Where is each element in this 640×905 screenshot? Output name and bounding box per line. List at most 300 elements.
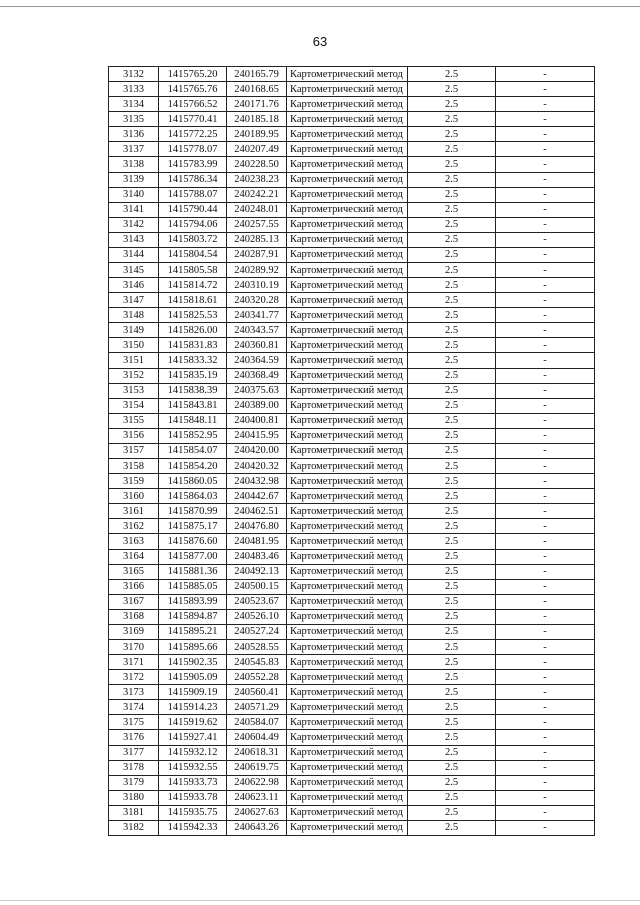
point-number-cell: 3154: [109, 398, 159, 413]
method-cell: Картометрический метод: [287, 579, 408, 594]
x-coordinate-cell: 1415765.76: [159, 82, 227, 97]
x-coordinate-cell: 1415895.21: [159, 624, 227, 639]
method-cell: Картометрический метод: [287, 353, 408, 368]
x-coordinate-cell: 1415933.73: [159, 775, 227, 790]
method-cell: Картометрический метод: [287, 398, 408, 413]
y-coordinate-cell: 240341.77: [227, 308, 287, 323]
point-number-cell: 3179: [109, 775, 159, 790]
table-row: [109, 805, 595, 820]
point-number-cell: 3170: [109, 639, 159, 654]
y-coordinate-cell: 240618.31: [227, 745, 287, 760]
table-row: [109, 564, 595, 579]
y-coordinate-cell: 240415.95: [227, 428, 287, 443]
x-coordinate-cell: 1415927.41: [159, 730, 227, 745]
table-row: [109, 443, 595, 458]
coordinates-table-body: [109, 67, 595, 836]
description-cell: -: [496, 413, 595, 428]
description-cell: -: [496, 504, 595, 519]
point-number-cell: 3155: [109, 413, 159, 428]
x-coordinate-cell: 1415870.99: [159, 504, 227, 519]
description-cell: -: [496, 353, 595, 368]
x-coordinate-cell: 1415876.60: [159, 534, 227, 549]
method-cell: Картометрический метод: [287, 67, 408, 82]
point-number-cell: 3140: [109, 187, 159, 202]
page-number: 63: [312, 34, 328, 49]
method-cell: Картометрический метод: [287, 383, 408, 398]
table-row: [109, 700, 595, 715]
x-coordinate-cell: 1415825.53: [159, 308, 227, 323]
method-cell: Картометрический метод: [287, 217, 408, 232]
accuracy-cell: 2.5: [408, 670, 496, 685]
description-cell: -: [496, 67, 595, 82]
accuracy-cell: 2.5: [408, 353, 496, 368]
point-number-cell: 3174: [109, 700, 159, 715]
accuracy-cell: 2.5: [408, 549, 496, 564]
description-cell: -: [496, 564, 595, 579]
table-row: [109, 172, 595, 187]
y-coordinate-cell: 240360.81: [227, 338, 287, 353]
y-coordinate-cell: 240552.28: [227, 670, 287, 685]
point-number-cell: 3134: [109, 97, 159, 112]
table-row: [109, 112, 595, 127]
method-cell: Картометрический метод: [287, 97, 408, 112]
point-number-cell: 3135: [109, 112, 159, 127]
x-coordinate-cell: 1415893.99: [159, 594, 227, 609]
y-coordinate-cell: 240420.00: [227, 443, 287, 458]
x-coordinate-cell: 1415794.06: [159, 217, 227, 232]
method-cell: Картометрический метод: [287, 142, 408, 157]
point-number-cell: 3160: [109, 489, 159, 504]
point-number-cell: 3182: [109, 820, 159, 835]
point-number-cell: 3162: [109, 519, 159, 534]
x-coordinate-cell: 1415778.07: [159, 142, 227, 157]
x-coordinate-cell: 1415788.07: [159, 187, 227, 202]
table-row: [109, 549, 595, 564]
accuracy-cell: 2.5: [408, 112, 496, 127]
table-row: [109, 775, 595, 790]
y-coordinate-cell: 240523.67: [227, 594, 287, 609]
y-coordinate-cell: 240289.92: [227, 263, 287, 278]
method-cell: Картометрический метод: [287, 534, 408, 549]
point-number-cell: 3164: [109, 549, 159, 564]
description-cell: -: [496, 805, 595, 820]
description-cell: -: [496, 639, 595, 654]
description-cell: -: [496, 655, 595, 670]
method-cell: Картометрический метод: [287, 639, 408, 654]
table-row: [109, 202, 595, 217]
description-cell: -: [496, 383, 595, 398]
method-cell: Картометрический метод: [287, 564, 408, 579]
method-cell: Картометрический метод: [287, 127, 408, 142]
y-coordinate-cell: 240168.65: [227, 82, 287, 97]
method-cell: Картометрический метод: [287, 232, 408, 247]
description-cell: -: [496, 715, 595, 730]
method-cell: Картометрический метод: [287, 489, 408, 504]
accuracy-cell: 2.5: [408, 715, 496, 730]
point-number-cell: 3152: [109, 368, 159, 383]
description-cell: -: [496, 157, 595, 172]
method-cell: Картометрический метод: [287, 172, 408, 187]
method-cell: Картометрический метод: [287, 474, 408, 489]
y-coordinate-cell: 240643.26: [227, 820, 287, 835]
x-coordinate-cell: 1415875.17: [159, 519, 227, 534]
y-coordinate-cell: 240462.51: [227, 504, 287, 519]
accuracy-cell: 2.5: [408, 202, 496, 217]
accuracy-cell: 2.5: [408, 459, 496, 474]
point-number-cell: 3165: [109, 564, 159, 579]
point-number-cell: 3180: [109, 790, 159, 805]
accuracy-cell: 2.5: [408, 247, 496, 262]
x-coordinate-cell: 1415854.20: [159, 459, 227, 474]
x-coordinate-cell: 1415831.83: [159, 338, 227, 353]
description-cell: -: [496, 730, 595, 745]
y-coordinate-cell: 240400.81: [227, 413, 287, 428]
y-coordinate-cell: 240257.55: [227, 217, 287, 232]
accuracy-cell: 2.5: [408, 232, 496, 247]
method-cell: Картометрический метод: [287, 504, 408, 519]
accuracy-cell: 2.5: [408, 323, 496, 338]
accuracy-cell: 2.5: [408, 127, 496, 142]
y-coordinate-cell: 240492.13: [227, 564, 287, 579]
x-coordinate-cell: 1415843.81: [159, 398, 227, 413]
x-coordinate-cell: 1415786.34: [159, 172, 227, 187]
table-row: [109, 263, 595, 278]
bottom-rule: [0, 900, 640, 901]
table-row: [109, 534, 595, 549]
description-cell: -: [496, 459, 595, 474]
description-cell: -: [496, 142, 595, 157]
point-number-cell: 3147: [109, 293, 159, 308]
point-number-cell: 3169: [109, 624, 159, 639]
y-coordinate-cell: 240476.80: [227, 519, 287, 534]
accuracy-cell: 2.5: [408, 609, 496, 624]
accuracy-cell: 2.5: [408, 745, 496, 760]
x-coordinate-cell: 1415909.19: [159, 685, 227, 700]
accuracy-cell: 2.5: [408, 368, 496, 383]
point-number-cell: 3148: [109, 308, 159, 323]
method-cell: Картометрический метод: [287, 624, 408, 639]
description-cell: -: [496, 308, 595, 323]
accuracy-cell: 2.5: [408, 263, 496, 278]
y-coordinate-cell: 240368.49: [227, 368, 287, 383]
accuracy-cell: 2.5: [408, 730, 496, 745]
description-cell: -: [496, 338, 595, 353]
accuracy-cell: 2.5: [408, 489, 496, 504]
y-coordinate-cell: 240545.83: [227, 655, 287, 670]
description-cell: -: [496, 187, 595, 202]
point-number-cell: 3137: [109, 142, 159, 157]
x-coordinate-cell: 1415877.00: [159, 549, 227, 564]
y-coordinate-cell: 240343.57: [227, 323, 287, 338]
y-coordinate-cell: 240560.41: [227, 685, 287, 700]
method-cell: Картометрический метод: [287, 700, 408, 715]
y-coordinate-cell: 240165.79: [227, 67, 287, 82]
table-row: [109, 308, 595, 323]
description-cell: -: [496, 443, 595, 458]
point-number-cell: 3163: [109, 534, 159, 549]
accuracy-cell: 2.5: [408, 187, 496, 202]
description-cell: -: [496, 519, 595, 534]
y-coordinate-cell: 240285.13: [227, 232, 287, 247]
accuracy-cell: 2.5: [408, 534, 496, 549]
method-cell: Картометрический метод: [287, 278, 408, 293]
description-cell: -: [496, 97, 595, 112]
point-number-cell: 3171: [109, 655, 159, 670]
method-cell: Картометрический метод: [287, 730, 408, 745]
x-coordinate-cell: 1415772.25: [159, 127, 227, 142]
method-cell: Картометрический метод: [287, 338, 408, 353]
y-coordinate-cell: 240571.29: [227, 700, 287, 715]
description-cell: -: [496, 232, 595, 247]
method-cell: Картометрический метод: [287, 760, 408, 775]
point-number-cell: 3161: [109, 504, 159, 519]
y-coordinate-cell: 240604.49: [227, 730, 287, 745]
table-row: [109, 760, 595, 775]
x-coordinate-cell: 1415933.78: [159, 790, 227, 805]
x-coordinate-cell: 1415895.66: [159, 639, 227, 654]
method-cell: Картометрический метод: [287, 820, 408, 835]
point-number-cell: 3177: [109, 745, 159, 760]
x-coordinate-cell: 1415894.87: [159, 609, 227, 624]
table-row: [109, 157, 595, 172]
point-number-cell: 3156: [109, 428, 159, 443]
description-cell: -: [496, 293, 595, 308]
description-cell: -: [496, 820, 595, 835]
table-row: [109, 519, 595, 534]
accuracy-cell: 2.5: [408, 157, 496, 172]
table-row: [109, 489, 595, 504]
table-row: [109, 232, 595, 247]
method-cell: Картометрический метод: [287, 187, 408, 202]
method-cell: Картометрический метод: [287, 368, 408, 383]
point-number-cell: 3150: [109, 338, 159, 353]
accuracy-cell: 2.5: [408, 519, 496, 534]
description-cell: -: [496, 790, 595, 805]
table-row: [109, 670, 595, 685]
description-cell: -: [496, 202, 595, 217]
description-cell: -: [496, 775, 595, 790]
y-coordinate-cell: 240432.98: [227, 474, 287, 489]
point-number-cell: 3151: [109, 353, 159, 368]
x-coordinate-cell: 1415864.03: [159, 489, 227, 504]
table-row: [109, 715, 595, 730]
accuracy-cell: 2.5: [408, 293, 496, 308]
y-coordinate-cell: 240627.63: [227, 805, 287, 820]
accuracy-cell: 2.5: [408, 639, 496, 654]
x-coordinate-cell: 1415914.23: [159, 700, 227, 715]
y-coordinate-cell: 240375.63: [227, 383, 287, 398]
x-coordinate-cell: 1415902.35: [159, 655, 227, 670]
x-coordinate-cell: 1415818.61: [159, 293, 227, 308]
method-cell: Картометрический метод: [287, 519, 408, 534]
accuracy-cell: 2.5: [408, 97, 496, 112]
point-number-cell: 3166: [109, 579, 159, 594]
description-cell: -: [496, 670, 595, 685]
description-cell: -: [496, 489, 595, 504]
y-coordinate-cell: 240185.18: [227, 112, 287, 127]
table-row: [109, 187, 595, 202]
table-row: [109, 745, 595, 760]
description-cell: -: [496, 112, 595, 127]
table-row: [109, 609, 595, 624]
accuracy-cell: 2.5: [408, 172, 496, 187]
y-coordinate-cell: 240189.95: [227, 127, 287, 142]
method-cell: Картометрический метод: [287, 594, 408, 609]
y-coordinate-cell: 240320.28: [227, 293, 287, 308]
description-cell: -: [496, 594, 595, 609]
x-coordinate-cell: 1415848.11: [159, 413, 227, 428]
x-coordinate-cell: 1415783.99: [159, 157, 227, 172]
table-row: [109, 474, 595, 489]
y-coordinate-cell: 240228.50: [227, 157, 287, 172]
table-row: [109, 624, 595, 639]
x-coordinate-cell: 1415803.72: [159, 232, 227, 247]
y-coordinate-cell: 240238.23: [227, 172, 287, 187]
accuracy-cell: 2.5: [408, 790, 496, 805]
accuracy-cell: 2.5: [408, 594, 496, 609]
point-number-cell: 3159: [109, 474, 159, 489]
y-coordinate-cell: 240242.21: [227, 187, 287, 202]
accuracy-cell: 2.5: [408, 67, 496, 82]
table-row: [109, 685, 595, 700]
accuracy-cell: 2.5: [408, 443, 496, 458]
description-cell: -: [496, 217, 595, 232]
y-coordinate-cell: 240527.24: [227, 624, 287, 639]
x-coordinate-cell: 1415881.36: [159, 564, 227, 579]
x-coordinate-cell: 1415860.05: [159, 474, 227, 489]
table-row: [109, 368, 595, 383]
point-number-cell: 3136: [109, 127, 159, 142]
description-cell: -: [496, 82, 595, 97]
table-row: [109, 67, 595, 82]
point-number-cell: 3168: [109, 609, 159, 624]
method-cell: Картометрический метод: [287, 790, 408, 805]
method-cell: Картометрический метод: [287, 293, 408, 308]
method-cell: Картометрический метод: [287, 263, 408, 278]
x-coordinate-cell: 1415790.44: [159, 202, 227, 217]
method-cell: Картометрический метод: [287, 308, 408, 323]
method-cell: Картометрический метод: [287, 670, 408, 685]
description-cell: -: [496, 323, 595, 338]
point-number-cell: 3173: [109, 685, 159, 700]
method-cell: Картометрический метод: [287, 549, 408, 564]
y-coordinate-cell: 240171.76: [227, 97, 287, 112]
point-number-cell: 3181: [109, 805, 159, 820]
x-coordinate-cell: 1415805.58: [159, 263, 227, 278]
x-coordinate-cell: 1415905.09: [159, 670, 227, 685]
description-cell: -: [496, 760, 595, 775]
accuracy-cell: 2.5: [408, 413, 496, 428]
point-number-cell: 3153: [109, 383, 159, 398]
table-row: [109, 413, 595, 428]
x-coordinate-cell: 1415942.33: [159, 820, 227, 835]
accuracy-cell: 2.5: [408, 564, 496, 579]
table-row: [109, 398, 595, 413]
point-number-cell: 3139: [109, 172, 159, 187]
method-cell: Картометрический метод: [287, 715, 408, 730]
table-row: [109, 97, 595, 112]
x-coordinate-cell: 1415935.75: [159, 805, 227, 820]
point-number-cell: 3142: [109, 217, 159, 232]
description-cell: -: [496, 172, 595, 187]
point-number-cell: 3141: [109, 202, 159, 217]
accuracy-cell: 2.5: [408, 142, 496, 157]
y-coordinate-cell: 240310.19: [227, 278, 287, 293]
table-row: [109, 278, 595, 293]
x-coordinate-cell: 1415833.32: [159, 353, 227, 368]
accuracy-cell: 2.5: [408, 217, 496, 232]
y-coordinate-cell: 240584.07: [227, 715, 287, 730]
table-row: [109, 338, 595, 353]
description-cell: -: [496, 398, 595, 413]
method-cell: Картометрический метод: [287, 443, 408, 458]
x-coordinate-cell: 1415770.41: [159, 112, 227, 127]
y-coordinate-cell: 240364.59: [227, 353, 287, 368]
accuracy-cell: 2.5: [408, 398, 496, 413]
accuracy-cell: 2.5: [408, 685, 496, 700]
description-cell: -: [496, 624, 595, 639]
point-number-cell: 3145: [109, 263, 159, 278]
accuracy-cell: 2.5: [408, 308, 496, 323]
description-cell: -: [496, 247, 595, 262]
method-cell: Картометрический метод: [287, 413, 408, 428]
point-number-cell: 3132: [109, 67, 159, 82]
table-row: [109, 323, 595, 338]
description-cell: -: [496, 127, 595, 142]
y-coordinate-cell: 240622.98: [227, 775, 287, 790]
table-row: [109, 459, 595, 474]
accuracy-cell: 2.5: [408, 820, 496, 835]
x-coordinate-cell: 1415826.00: [159, 323, 227, 338]
accuracy-cell: 2.5: [408, 82, 496, 97]
table-row: [109, 639, 595, 654]
point-number-cell: 3146: [109, 278, 159, 293]
accuracy-cell: 2.5: [408, 805, 496, 820]
y-coordinate-cell: 240207.49: [227, 142, 287, 157]
table-row: [109, 579, 595, 594]
method-cell: Картометрический метод: [287, 157, 408, 172]
description-cell: -: [496, 700, 595, 715]
method-cell: Картометрический метод: [287, 202, 408, 217]
description-cell: -: [496, 579, 595, 594]
method-cell: Картометрический метод: [287, 247, 408, 262]
table-row: [109, 82, 595, 97]
table-row: [109, 655, 595, 670]
table-row: [109, 790, 595, 805]
x-coordinate-cell: 1415766.52: [159, 97, 227, 112]
y-coordinate-cell: 240248.01: [227, 202, 287, 217]
x-coordinate-cell: 1415932.12: [159, 745, 227, 760]
table-row: [109, 293, 595, 308]
point-number-cell: 3149: [109, 323, 159, 338]
table-row: [109, 247, 595, 262]
y-coordinate-cell: 240623.11: [227, 790, 287, 805]
point-number-cell: 3133: [109, 82, 159, 97]
accuracy-cell: 2.5: [408, 775, 496, 790]
method-cell: Картометрический метод: [287, 775, 408, 790]
description-cell: -: [496, 278, 595, 293]
table-row: [109, 142, 595, 157]
table-row: [109, 217, 595, 232]
y-coordinate-cell: 240526.10: [227, 609, 287, 624]
table-row: [109, 820, 595, 835]
x-coordinate-cell: 1415854.07: [159, 443, 227, 458]
accuracy-cell: 2.5: [408, 655, 496, 670]
accuracy-cell: 2.5: [408, 760, 496, 775]
x-coordinate-cell: 1415919.62: [159, 715, 227, 730]
accuracy-cell: 2.5: [408, 700, 496, 715]
x-coordinate-cell: 1415835.19: [159, 368, 227, 383]
